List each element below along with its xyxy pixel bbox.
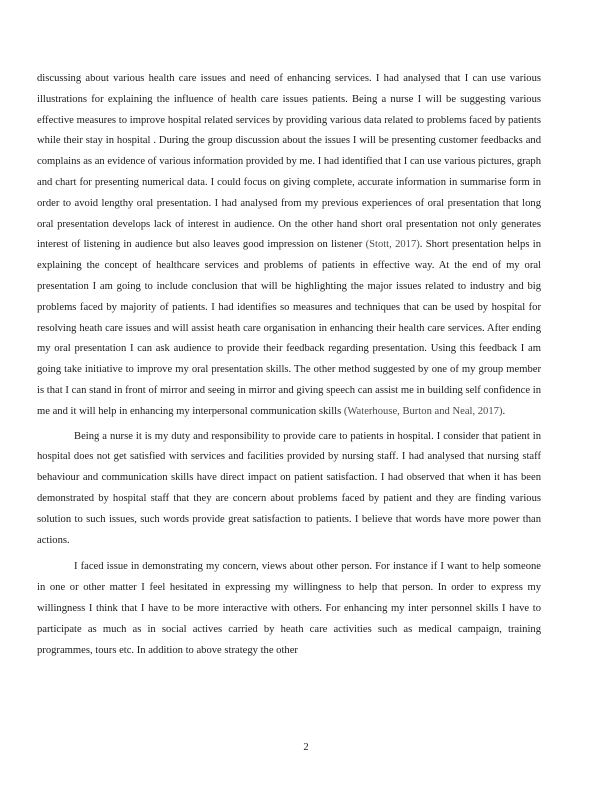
citation-waterhouse-2017: (Waterhouse, Burton and Neal, 2017) [343,405,503,417]
paragraph-2: Being a nurse it is my duty and responsibility to provide care to patients in hospital. I consider that patient in hospital does not get satisfied with services and facilities provided by nursing staff. I had analysed that nursing staff behaviour and communication skills have direct impact on patient satisfaction. I had observed that when it has been demonstrated by hospital staff that they are concern about problems faced by patient and they are finding various solution to such issues, such words provide great satisfaction to patients. I believe that words have more power than actions. [37,430,541,546]
paragraph-1-text-b: . Short presentation helps in explaining the concept of healthcare services and problems of patients in effective way. At the end of my oral presentation I am going to include conclusion that will be highlighting the major issues related to industry and big problems faced by majority of patients. I had identifies so measures and techniques that can be used by hospital for resolving heath care issues and will assist heath care organisation in enhancing their health care services. After ending my oral presentation I can ask audience to provide their feedback regarding presentation. Using this feedback I am going take initiative to improve my oral presentation skills. The other method suggested by one of my group member is that I can stand in front of mirror and seeing in mirror and giving speech can assist me in building self confidence in me and it will help in enhancing my interpersonal communication skills [37,239,542,417]
paragraph-3: I faced issue in demonstrating my concern, views about other person. For instance if I want to help someone in one or other matter I feel hesitated in expressing my willingness to help that person. In order to express my willingness I think that I have to be more interactive with others. For enhancing my inter personnel skills I have to participate as much as in social actives carried by heath care activities such as medical campaign, training programmes, tours etc. In addition to above strategy the other [37,561,541,656]
citation-stott-2017: (Stott, 2017) [365,239,420,251]
paragraph-1 [37,69,541,423]
paragraph-1-text-a: discussing about various health care issues and need of enhancing services. I had analysed that I can use various illustrations for explaining the influence of health care issues patients. Being a nurse I will be suggesting various effective measures to improve hospital related services by providing various data related to problems faced by patients while their stay in hospital . During the group discussion about the issues I will be presenting customer feedbacks and complains as an evidence of various information provided by me. I had identified that I can use various pictures, graph and chart for presenting numerical data. I could focus on giving complete, accurate information in summarise form in order to avoid lengthy oral presentation. I had analysed from my previous experiences of oral presentation that long oral presentation develops lack of interest in audience. On the other hand short oral presentation not only generates interest of listening in audience but also leaves good impression on listener [37,73,541,251]
paragraph-1-text-end: . [502,405,506,417]
body-text [37,69,541,661]
page-number: 2 [303,742,309,753]
